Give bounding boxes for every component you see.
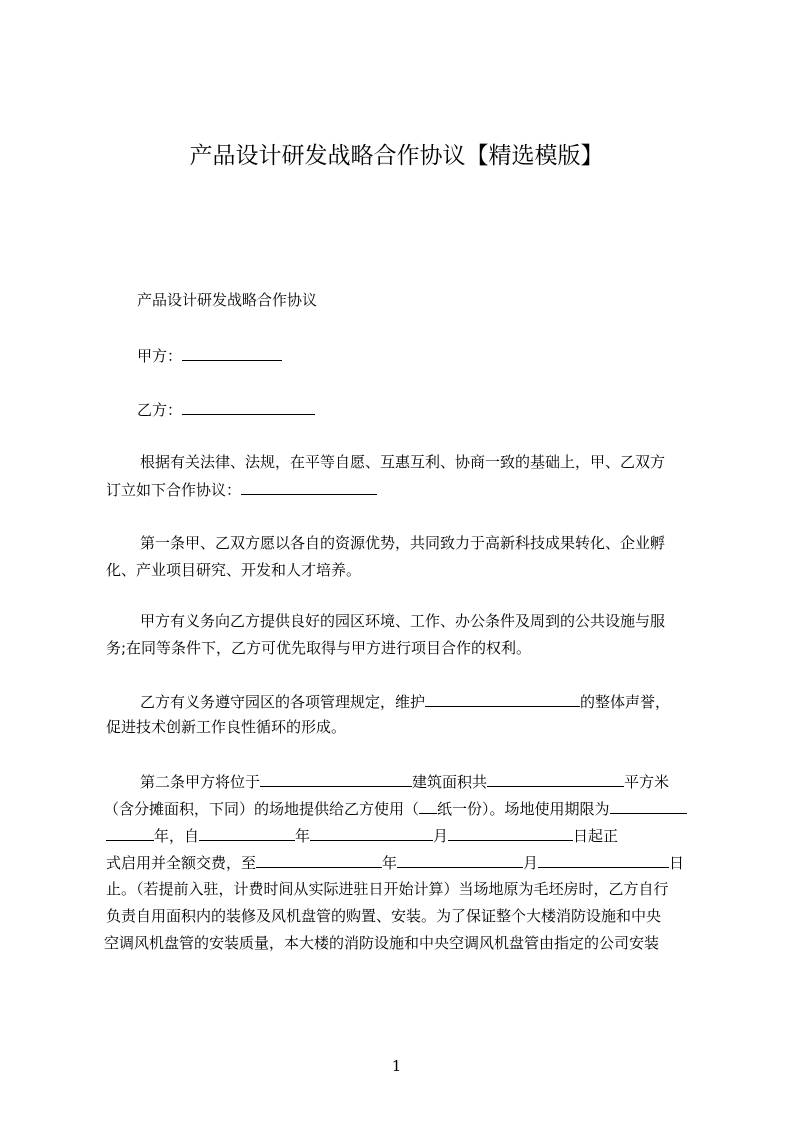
- paragraph-5-line-5: 止。（若提前入驻，计费时间从实际进驻日开始计算）当场地原为毛坯房时，乙方自行: [106, 880, 669, 898]
- party-a-line: [137, 345, 282, 366]
- paragraph-2-line-2: 化、产业项目研究、开发和人才培养。: [106, 561, 362, 579]
- paragraph-5-line-7: 空调风机盘管的安装质量，本大楼的消防设施和中央空调风机盘管由指定的公司安装: [104, 934, 660, 952]
- end-year-blank: [256, 852, 382, 868]
- paragraph-5-line-2: （含分摊面积，下同）的场地提供给乙方使用（ 纸一份）。场地使用期限为: [104, 798, 687, 819]
- paragraph-1-line-1: 根据有关法律、法规，在平等自愿、互惠互利、协商一致的基础上，甲、乙双方: [140, 453, 666, 471]
- paragraph-5-line-6: 负责自用面积内的装修及风机盘管的购置、安装。为了保证整个大楼消防设施和中央: [106, 907, 662, 925]
- term-years-blank: [106, 825, 154, 841]
- paragraph-1-line-2: 订立如下合作协议：: [106, 479, 377, 500]
- party-b-line: [137, 399, 315, 420]
- party-a-label: 甲方：: [137, 347, 183, 365]
- paragraph-5-line-4: 式启用并全额交费，至 年 月 日: [106, 854, 685, 872]
- page-title: 产品设计研发战略合作协议【精选模版】: [189, 143, 604, 169]
- paragraph-3-line-1: 甲方有义务向乙方提供良好的园区环境、工作、办公条件及周到的公共设施与服: [140, 612, 666, 630]
- page-number: 1: [391, 1057, 402, 1075]
- paragraph-3-line-2: 务;在同等条件下，乙方可优先取得与甲方进行项目合作的权利。: [106, 639, 532, 657]
- end-month-blank: [397, 852, 523, 868]
- location-blank: [260, 771, 412, 787]
- start-year-blank: [199, 825, 295, 841]
- end-day-blank: [538, 852, 669, 868]
- start-month-blank: [310, 825, 433, 841]
- park-name-blank: [425, 691, 580, 707]
- party-b-label: 乙方：: [137, 401, 183, 419]
- term-blank: [610, 798, 687, 814]
- agreement-heading: 产品设计研发战略合作协议: [137, 291, 318, 309]
- paragraph-4-line-2: 促进技术创新工作良性循环的形成。: [106, 718, 347, 736]
- paragraph-5-line-1: 第二条甲方将位于 建筑面积共 平方米: [140, 773, 670, 791]
- party-b-blank: [182, 399, 315, 415]
- drawing-blank: [419, 798, 437, 814]
- agreement-blank: [241, 479, 377, 495]
- paragraph-4-line-1: 乙方有义务遵守园区的各项管理规定，维护 的整体声誉，: [140, 693, 671, 711]
- start-day-blank: [448, 825, 573, 841]
- paragraph-5-line-3: 年，自 年 月 日起正: [106, 825, 618, 846]
- area-blank: [487, 771, 624, 787]
- party-a-blank: [182, 345, 282, 361]
- paragraph-2-line-1: 第一条甲、乙双方愿以各自的资源优势，共同致力于高新科技成果转化、企业孵: [140, 534, 666, 552]
